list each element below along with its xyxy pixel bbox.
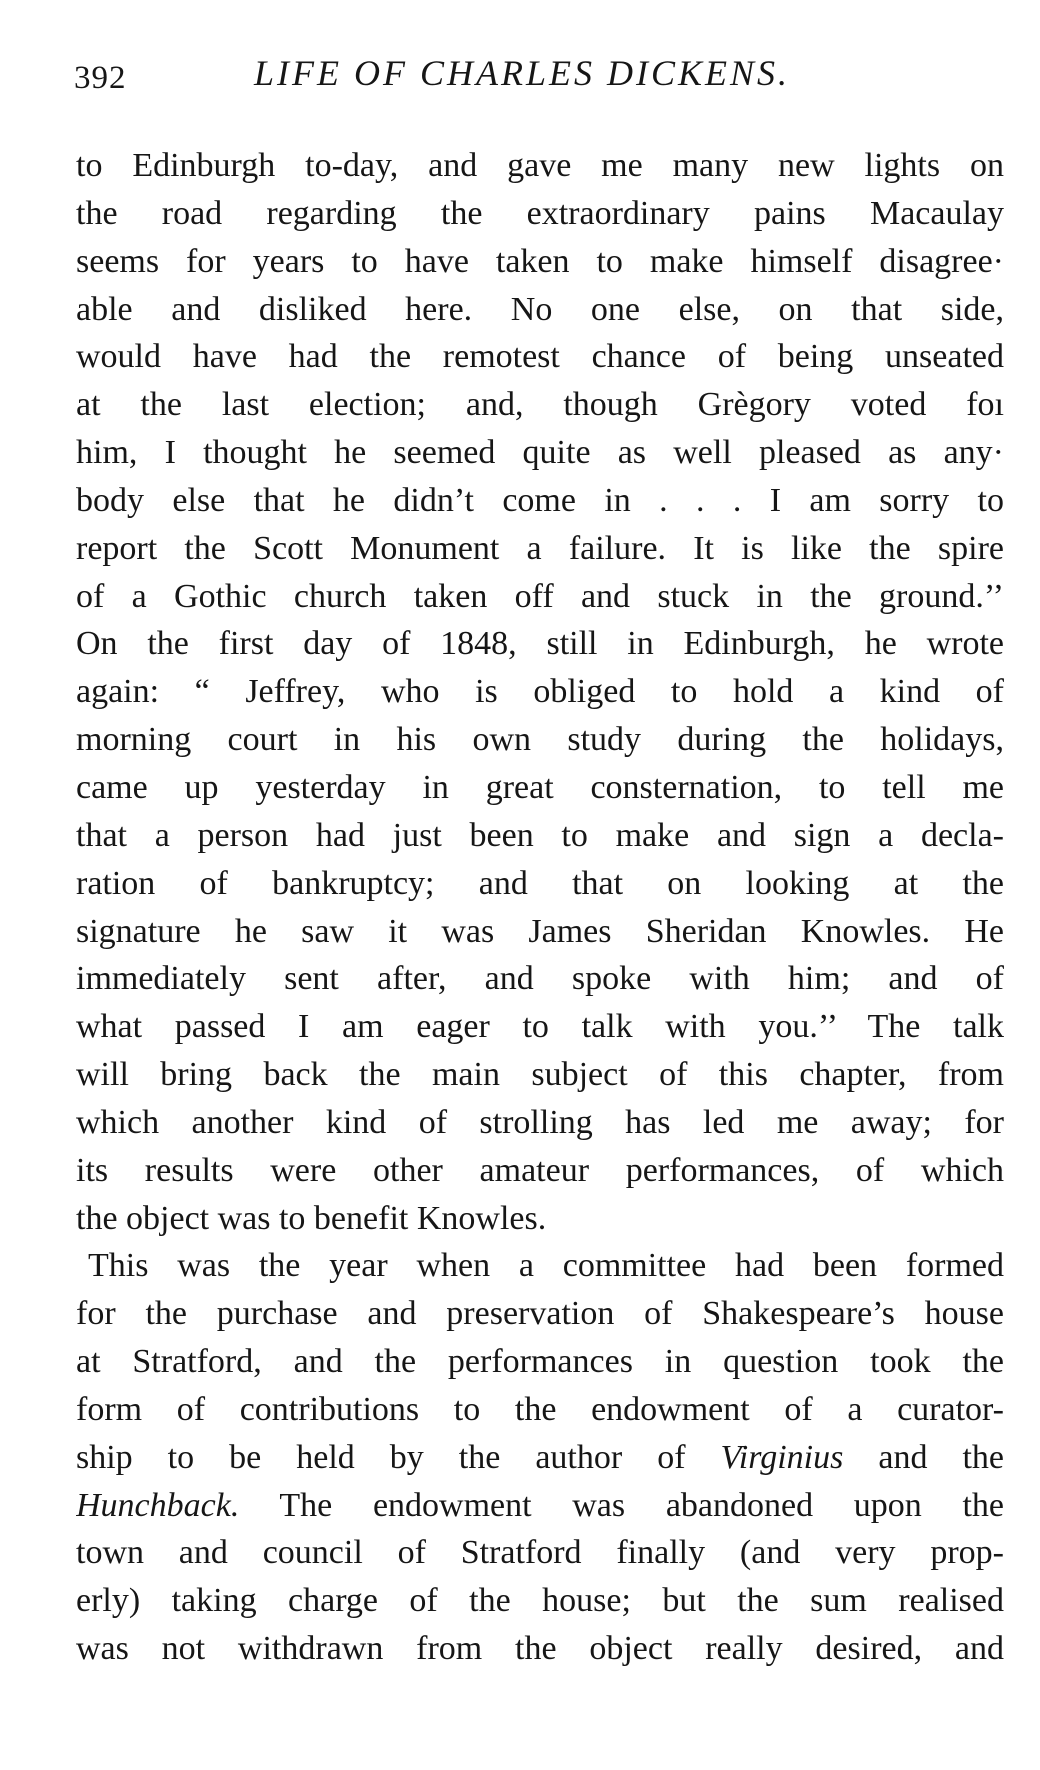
text-line: him, I thought he seemed quite as well pleased as any· (76, 434, 1004, 472)
italic-title-virginius: Virginius (720, 1438, 844, 1476)
text-line: at the last election; and, though Grègory voted foı (76, 386, 1004, 424)
text-segment: The endowment was abandoned upon the (279, 1486, 1004, 1524)
running-title: LIFE OF CHARLES DICKENS. (254, 53, 790, 93)
text-line: would have had the remotest chance of being unseated (76, 338, 1004, 376)
text-line: came up yesterday in great consternation, to tell me (76, 768, 1004, 806)
text-line: which another kind of strolling has led me away; for (76, 1103, 1004, 1141)
text-line: able and disliked here. No one else, on that side, (76, 290, 1004, 328)
text-line: for the purchase and preservation of Shakespeare’s house (76, 1295, 1004, 1333)
text-line: morning court in his own study during the holidays, (76, 721, 1004, 759)
text-segment: ship to be held by the author of (76, 1438, 686, 1476)
text-line: that a person had just been to make and sign a decla- (76, 816, 1004, 854)
text-line: again: “ Jeffrey, who is obliged to hold a kind of (76, 673, 1004, 711)
text-line: was not withdrawn from the object really desired, and (76, 1630, 1004, 1668)
text-line: form of contributions to the endowment of a curator- (76, 1390, 1004, 1428)
text-line: its results were other amateur performances, of which (76, 1151, 1004, 1189)
text-line: This was the year when a committee had been formed (88, 1247, 1004, 1285)
text-line: to Edinburgh to-day, and gave me many new lights on (76, 147, 1004, 184)
text-line: signature he saw it was James Sheridan Knowles. He (76, 912, 1004, 950)
body-text (76, 142, 1004, 1673)
text-line: will bring back the main subject of this chapter, from (76, 1056, 1004, 1094)
text-line: the road regarding the extraordinary pains Macaulay (76, 194, 1004, 232)
text-line-mixed (76, 1482, 1004, 1530)
text-line: erly) taking charge of the house; but the sum realised (76, 1582, 1004, 1620)
text-line: what passed I am eager to talk with you.’’ The talk (76, 1008, 1004, 1046)
text-line: of a Gothic church taken off and stuck in the ground.’’ (76, 577, 1004, 615)
page-number: 392 (74, 60, 127, 96)
text-line: ration of bankruptcy; and that on looking at the (76, 864, 1004, 902)
text-line: immediately sent after, and spoke with him; and of (76, 960, 1004, 998)
text-line: town and council of Stratford finally (and very prop- (76, 1534, 1004, 1572)
text-line: report the Scott Monument a failure. It is like the spire (76, 529, 1004, 567)
italic-title-hunchback: Hunchback. (76, 1486, 240, 1524)
text-line: seems for years to have taken to make himself disagree· (76, 242, 1004, 280)
text-line: at Stratford, and the performances in question took the (76, 1343, 1004, 1381)
text-segment: and the (878, 1438, 1004, 1476)
text-line-mixed (76, 1434, 1004, 1482)
text-line: the object was to benefit Knowles. (76, 1199, 547, 1237)
text-line: body else that he didn’t come in . . . I am sorry to (76, 481, 1004, 519)
text-line: On the first day of 1848, still in Edinburgh, he wrote (76, 625, 1004, 663)
page-header (74, 52, 1004, 112)
